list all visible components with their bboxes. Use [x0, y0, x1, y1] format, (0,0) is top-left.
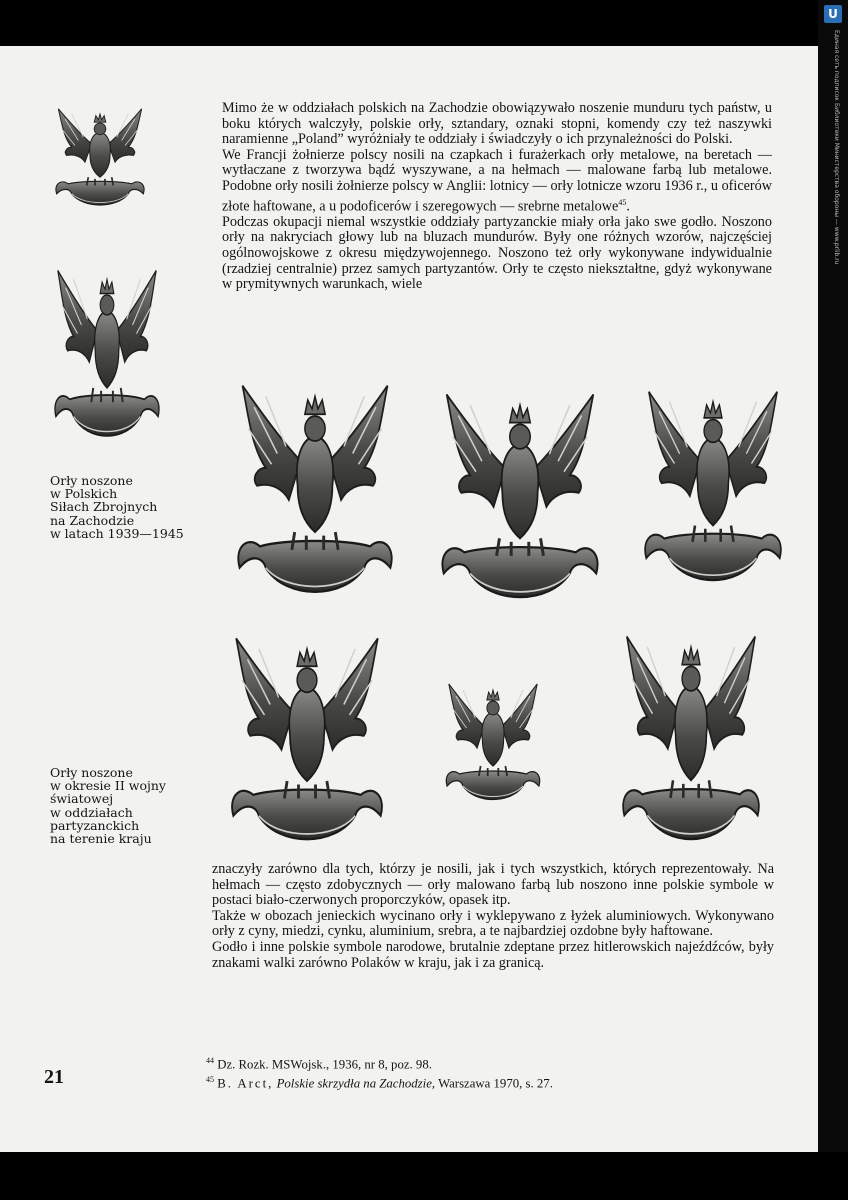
- eagle-badge-west-4: [432, 384, 608, 612]
- caption-west: Orły noszone w Polskich Siłach Zbrojnych na Zachodzie w latach 1939—1945: [50, 473, 184, 541]
- eagle-badge-west-1: [50, 103, 150, 213]
- library-logo-icon: U: [824, 5, 842, 23]
- page-number: 21: [44, 1066, 64, 1088]
- eagle-badge-west-3: [228, 375, 402, 607]
- caption-partisan: Orły noszone w okresie II wojny światowej w oddziałach partyzanckich na terenie kraju: [50, 765, 166, 847]
- scan-border-top: [0, 0, 848, 46]
- paragraph: We Francji żołnierze polscy nosili na czapkach i furażerkach orły metalowe, na beretach — wytłaczane z tworzywa bądź wyszywane, a na hełmach — malowane farbą lub metalowe. Podobne orły nosili żołnierze polscy w Anglii: lotnicy — orły lotnicze wzoru 1936 r., u oficerów złote haftowane, a u podoficerów i szeregowych — srebrne metalowe$^{45}$.: [222, 146, 772, 215]
- eagle-badge-partisan-2: [440, 678, 546, 808]
- eagle-badge-west-5: [636, 382, 790, 594]
- paragraph: Także w obozach jenieckich wycinano orły i wyklepywano z łyżek aluminiowych. Wykonywano orły z cyny, miedzi, cynku, aluminium, srebra, a te najbardziej ozdobne były haftowane.: [212, 907, 774, 940]
- side-watermark-text: Единая сеть подписок Библиотеки Министерства обороны — www.prlib.ru: [833, 30, 840, 265]
- paragraph: znaczyły zarówno dla tych, którzy je nosili, jak i tych wszystkich, których reprezentowały. Na hełmach — często zdobycznych — orły malowano farbą lub noszono inne polskie symbole w postaci biało-czerwonych proporczyków, opasek itp.: [212, 861, 774, 909]
- body-text-top: [222, 101, 772, 293]
- scan-border-bottom: [0, 1152, 848, 1200]
- footnote-44: $^{44}$ Dz. Rozk. MSWojsk., 1936, nr 8, poz. 98.: [206, 1056, 432, 1072]
- footnote-ref: 45: [618, 197, 627, 207]
- body-text-bottom: [212, 862, 774, 971]
- footnotes: [206, 1053, 766, 1092]
- eagle-badge-partisan-3: [614, 626, 768, 854]
- eagle-badge-partisan-1: [222, 628, 392, 854]
- paragraph: Mimo że w oddziałach polskich na Zachodzie obowiązywało noszenie munduru tych państw, u boku których walczyły, polskie orły, sztandary, oznaki stopni, komendy czy też naszywki naramienne „Poland” wyróżniały te oddziały i świadczyły o ich przynależności do Polski.: [222, 100, 772, 148]
- paragraph: Godło i inne polskie symbole narodowe, brutalnie zdeptane przez hitlerowskich najeźdźców, były znakami walki zarówno Polaków w kraju, jak i za granicą.: [212, 938, 774, 971]
- paragraph: Podczas okupacji niemal wszystkie oddziały partyzanckie miały orła jako swe godło. Noszono orły na nakryciach głowy lub na bluzach mundurów. Były one różnych wzorów, najczęściej ogólnowojskowe z okresu międzywojennego. Noszono też orły wykonywane indywidualnie (rzadziej centralnie) przez samych partyzantów. Orły te często niekształtne, gdyż wykonywane w prymitywnych warunkach, wiele: [222, 213, 772, 293]
- footnote-45: $^{45}$ B. Arct, Polskie skrzydła na Zachodzie, Warszawa 1970, s. 27.: [206, 1075, 553, 1091]
- eagle-badge-west-2: [48, 262, 166, 448]
